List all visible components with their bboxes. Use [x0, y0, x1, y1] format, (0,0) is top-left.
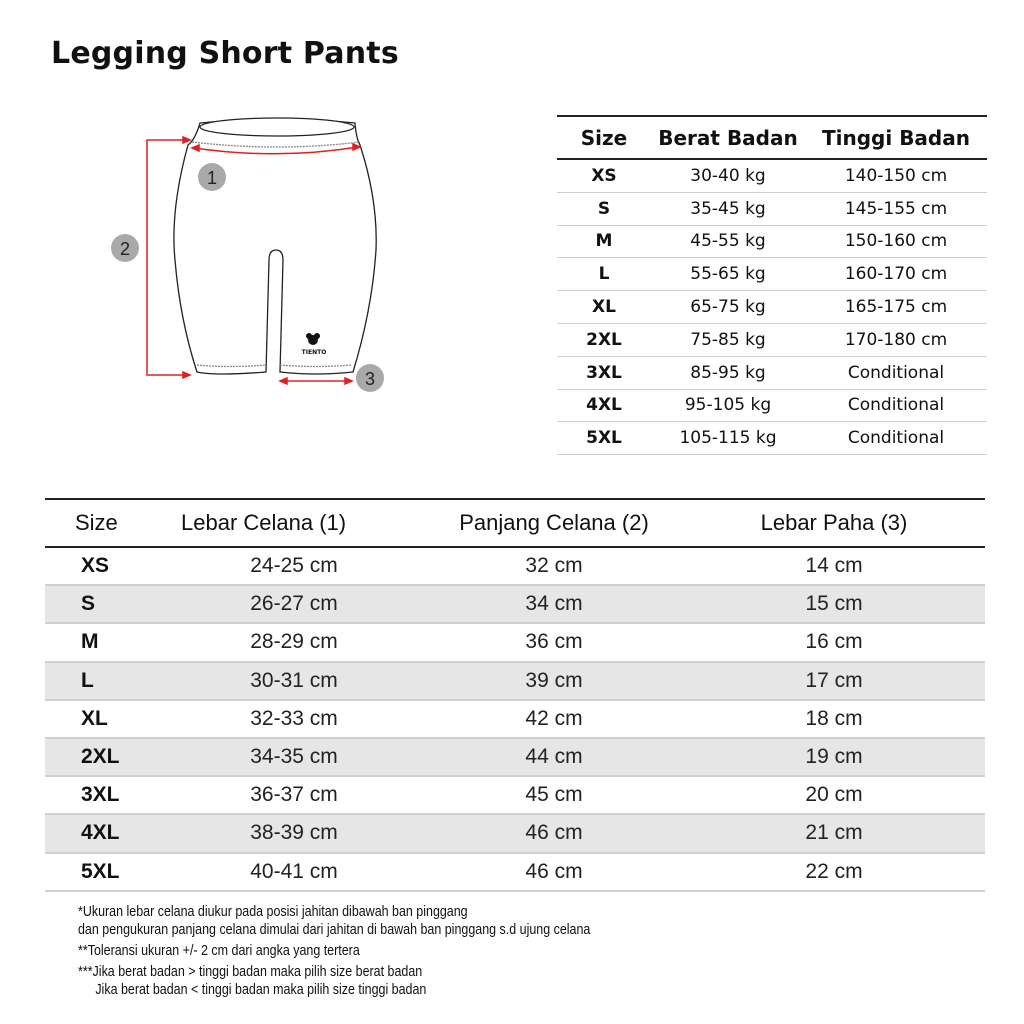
svg-text:2: 2 — [119, 239, 131, 259]
header-berat-badan: Berat Badan — [651, 116, 805, 159]
cell-lebar-paha: 19 cm — [683, 738, 985, 776]
cell-berat-badan: 55-65 kg — [651, 258, 805, 291]
cell-size: 2XL — [557, 323, 651, 356]
table-header-row — [557, 116, 987, 159]
note-3-cont: Jika berat badan < tinggi badan maka pilih size tinggi badan — [78, 982, 427, 998]
cell-berat-badan: 105-115 kg — [651, 422, 805, 455]
table-row — [557, 159, 987, 192]
cell-size: 2XL — [45, 738, 163, 776]
table-row — [557, 389, 987, 422]
table-row — [45, 776, 985, 814]
cell-size: 3XL — [557, 356, 651, 389]
cell-lebar-paha: 20 cm — [683, 776, 985, 814]
marker-2 — [111, 234, 139, 262]
table-row — [557, 422, 987, 455]
table-row — [45, 853, 985, 891]
pants-outline — [174, 118, 376, 374]
cell-size: 4XL — [557, 389, 651, 422]
marker-3 — [356, 364, 384, 392]
cell-lebar-celana: 30-31 cm — [163, 662, 425, 700]
footnotes — [78, 903, 590, 999]
header-lebar-paha: Lebar Paha (3) — [683, 499, 985, 547]
cell-panjang-celana: 39 cm — [425, 662, 683, 700]
svg-text:1: 1 — [206, 168, 218, 188]
cell-tinggi-badan: 160-170 cm — [805, 258, 987, 291]
header-panjang-celana: Panjang Celana (2) — [425, 499, 683, 547]
cell-size: M — [45, 623, 163, 661]
cell-lebar-celana: 34-35 cm — [163, 738, 425, 776]
cell-lebar-celana: 26-27 cm — [163, 585, 425, 623]
brand-label: TIENTO — [301, 349, 327, 356]
cell-berat-badan: 75-85 kg — [651, 323, 805, 356]
note-1-cont: dan pengukuran panjang celana dimulai dari jahitan di bawah ban pinggang s.d ujung celana — [78, 922, 591, 938]
measurement-table — [45, 498, 985, 892]
cell-size: L — [557, 258, 651, 291]
header-lebar-celana: Lebar Celana (1) — [163, 499, 425, 547]
cell-tinggi-badan: Conditional — [805, 422, 987, 455]
svg-text:3: 3 — [364, 369, 376, 389]
note-3: ***Jika berat badan > tinggi badan maka pilih size berat badan — [78, 964, 423, 980]
cell-lebar-celana: 40-41 cm — [163, 853, 425, 891]
cell-lebar-paha: 18 cm — [683, 700, 985, 738]
cell-berat-badan: 65-75 kg — [651, 291, 805, 324]
cell-berat-badan: 85-95 kg — [651, 356, 805, 389]
cell-lebar-paha: 22 cm — [683, 853, 985, 891]
table-row — [45, 700, 985, 738]
cell-lebar-paha: 17 cm — [683, 662, 985, 700]
cell-size: S — [45, 585, 163, 623]
table-row — [45, 547, 985, 585]
cell-panjang-celana: 32 cm — [425, 547, 683, 585]
cell-tinggi-badan: 145-155 cm — [805, 192, 987, 225]
note-1: *Ukuran lebar celana diukur pada posisi jahitan dibawah ban pinggang — [78, 904, 468, 920]
cell-tinggi-badan: 165-175 cm — [805, 291, 987, 324]
cell-tinggi-badan: 140-150 cm — [805, 159, 987, 192]
cell-lebar-celana: 24-25 cm — [163, 547, 425, 585]
cell-tinggi-badan: Conditional — [805, 356, 987, 389]
table-row — [45, 623, 985, 661]
table-header-row — [45, 499, 985, 547]
header-tinggi-badan: Tinggi Badan — [805, 116, 987, 159]
table-row — [557, 356, 987, 389]
cell-lebar-paha: 16 cm — [683, 623, 985, 661]
marker-1 — [198, 163, 226, 191]
cell-size: XL — [557, 291, 651, 324]
cell-panjang-celana: 46 cm — [425, 814, 683, 852]
cell-lebar-celana: 36-37 cm — [163, 776, 425, 814]
cell-berat-badan: 45-55 kg — [651, 225, 805, 258]
cell-size: L — [45, 662, 163, 700]
cell-panjang-celana: 44 cm — [425, 738, 683, 776]
header-size: Size — [45, 499, 163, 547]
cell-lebar-celana: 38-39 cm — [163, 814, 425, 852]
cell-size: M — [557, 225, 651, 258]
note-2: **Toleransi ukuran +/- 2 cm dari angka yang tertera — [78, 943, 360, 959]
cell-size: 5XL — [45, 853, 163, 891]
body-size-table — [557, 115, 987, 455]
cell-size: XS — [557, 159, 651, 192]
cell-panjang-celana: 45 cm — [425, 776, 683, 814]
header-size: Size — [557, 116, 651, 159]
cell-size: 5XL — [557, 422, 651, 455]
table-row — [557, 225, 987, 258]
cell-size: 4XL — [45, 814, 163, 852]
cell-size: S — [557, 192, 651, 225]
cell-lebar-celana: 28-29 cm — [163, 623, 425, 661]
cell-size: XL — [45, 700, 163, 738]
cell-size: XS — [45, 547, 163, 585]
table-row — [45, 585, 985, 623]
cell-lebar-paha: 15 cm — [683, 585, 985, 623]
cell-lebar-paha: 21 cm — [683, 814, 985, 852]
cell-berat-badan: 35-45 kg — [651, 192, 805, 225]
cell-tinggi-badan: 170-180 cm — [805, 323, 987, 356]
cell-tinggi-badan: Conditional — [805, 389, 987, 422]
cell-panjang-celana: 42 cm — [425, 700, 683, 738]
cell-size: 3XL — [45, 776, 163, 814]
pants-illustration — [100, 100, 400, 400]
cell-panjang-celana: 36 cm — [425, 623, 683, 661]
table-row — [45, 814, 985, 852]
table-row — [45, 738, 985, 776]
cell-tinggi-badan: 150-160 cm — [805, 225, 987, 258]
page-title: Legging Short Pants — [51, 36, 399, 71]
table-row — [557, 323, 987, 356]
cell-berat-badan: 95-105 kg — [651, 389, 805, 422]
waistband — [200, 118, 354, 136]
cell-panjang-celana: 46 cm — [425, 853, 683, 891]
table-row — [557, 291, 987, 324]
table-row — [45, 662, 985, 700]
cell-lebar-celana: 32-33 cm — [163, 700, 425, 738]
cell-lebar-paha: 14 cm — [683, 547, 985, 585]
cell-panjang-celana: 34 cm — [425, 585, 683, 623]
cell-berat-badan: 30-40 kg — [651, 159, 805, 192]
table-row — [557, 258, 987, 291]
table-row — [557, 192, 987, 225]
